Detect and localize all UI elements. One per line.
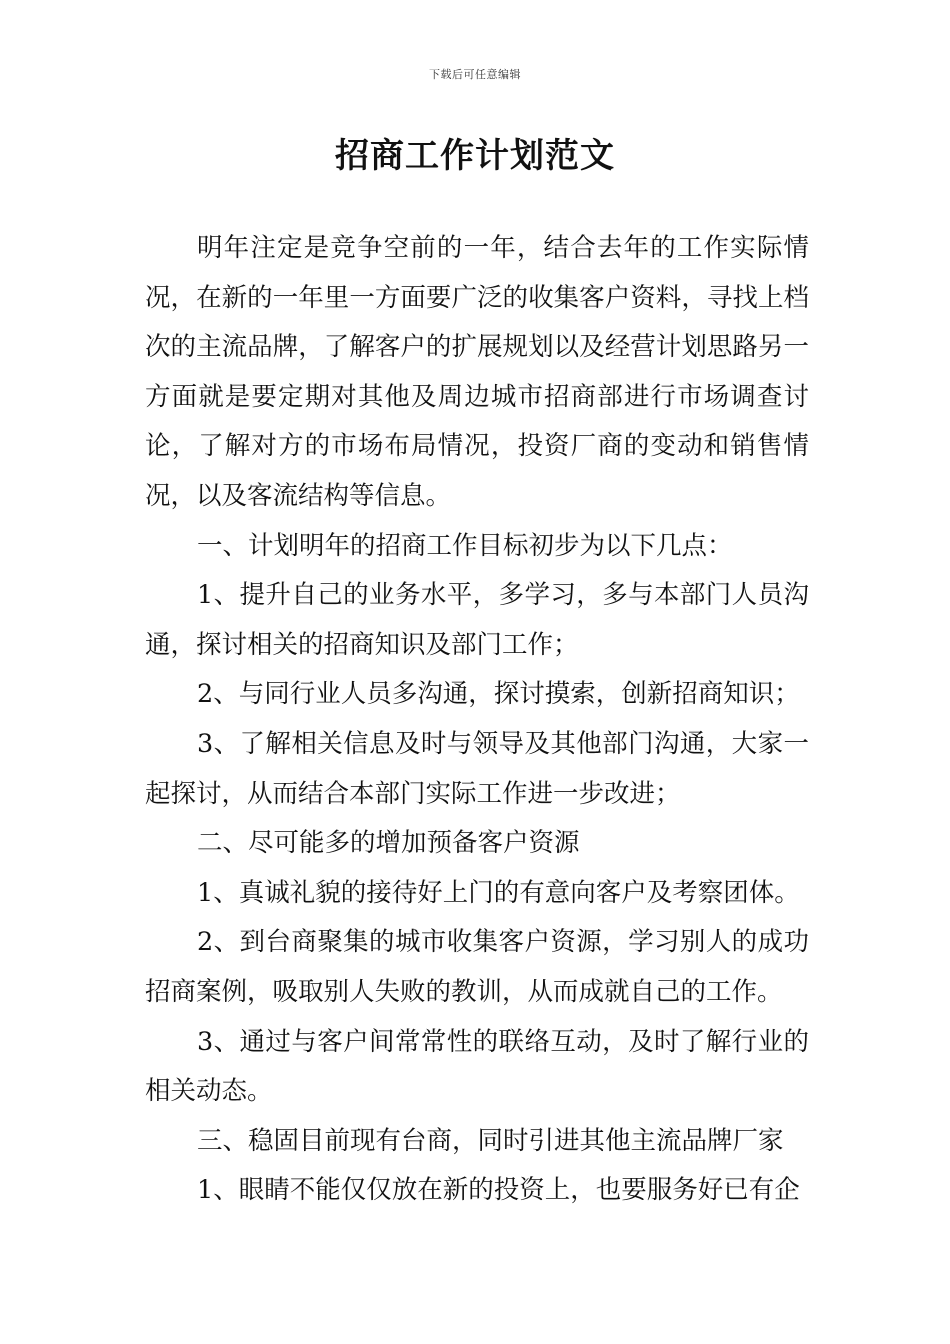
list-item: 3、了解相关信息及时与领导及其他部门沟通，大家一起探讨，从而结合本部门实际工作进一步改进； [145, 728, 809, 809]
section-heading-2: 二、尽可能多的增加预备客户资源 [197, 828, 580, 859]
header-note: 下载后可任意编辑 [429, 68, 521, 81]
document-title: 招商工作计划范文 [335, 136, 615, 176]
section-heading-1: 一、计划明年的招商工作目标初步为以下几点： [197, 530, 733, 561]
list-item: 3、通过与客户间常常性的联络互动，及时了解行业的相关动态。 [145, 1026, 809, 1107]
section-heading-3: 三、稳固目前现有台商，同时引进其他主流品牌厂家 [197, 1125, 784, 1156]
list-item: 1、真诚礼貌的接待好上门的有意向客户及考察团体。 [197, 877, 800, 908]
list-item: 2、与同行业人员多沟通，探讨摸索，创新招商知识； [197, 679, 800, 710]
list-item: 2、到台商聚集的城市收集客户资源，学习别人的成功招商案例，吸取别人失败的教训，从而成就自己的工作。 [145, 927, 809, 1007]
document-body [145, 224, 809, 1216]
list-item: 1、提升自己的业务水平，多学习，多与本部门人员沟通，探讨相关的招商知识及部门工作； [145, 580, 809, 660]
intro-paragraph: 明年注定是竞争空前的一年，结合去年的工作实际情况，在新的一年里一方面要广泛的收集客户资料，寻找上档次的主流品牌，了解客户的扩展规划以及经营计划思路另一方面就是要定期对其他及周边城市招商部进行市场调查讨论，了解对方的市场布局情况，投资厂商的变动和销售情况，以及客流结构等信息。 [145, 233, 809, 511]
list-item: 1、眼睛不能仅仅放在新的投资上，也要服务好已有企 [197, 1175, 800, 1206]
